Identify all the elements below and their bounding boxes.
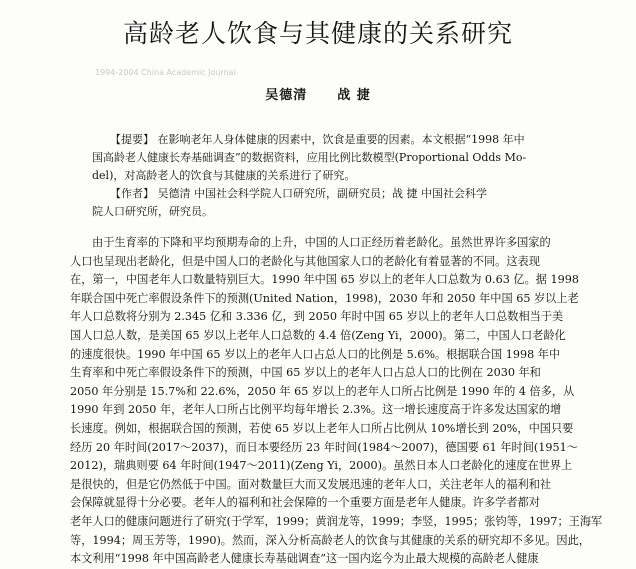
body-line: 年人口总数将分别为 2.345 亿和 3.336 亿，到 2050 年时中国 65 岁以上的老年人口总数相当于美 — [70, 310, 564, 324]
author-line — [0, 84, 636, 103]
body-line: 等，1994；周玉芳等，1990)。然而，深入分析高龄老人的饮食与其健康的关系的研究却不多见。因此， — [70, 533, 590, 547]
body-line: 老年人口的健康问题进行了研究(于学军，1999；黄润龙等，1999；李竖，1995；张钧等，1997；王海军 — [70, 514, 603, 528]
body-line: 人口也呈现出老龄化，但是中国人口的老龄化与其他国家人口的老龄化有着显著的不同。这表现 — [70, 254, 540, 268]
body-line: 2012)，瑞典则要 64 年时间(1947～2011)(Zeng Yi，2000)。虽然日本人口老龄化的速度在世界上 — [70, 459, 573, 473]
body-line: 在，第一，中国老年人口数量特别巨大。1990 年中国 65 岁以上的老年人口总数为 0.63 亿。据 1998 — [70, 273, 579, 287]
body-paragraph — [70, 234, 603, 569]
body-line: 由于生育率的下降和平均预期寿命的上升，中国的人口正经历着老龄化。虽然世界许多国家的 — [92, 236, 551, 249]
body-line: 长速度。例如，根据联合国的预测，若使 65 岁以上老年人口所占比例从 10%增长到 20%，中国只要 — [70, 421, 574, 435]
paper-title: 高龄老人饮食与其健康的关系研究 — [122, 19, 513, 48]
body-line: 的速度很快。1990 年中国 65 岁以上的老年人口占总人口的比例是 5.6%。根据联合国 1998 年中 — [70, 347, 561, 361]
body-line: 1990 年到 2050 年，老年人口所占比例平均每年增长 2.3%。这一增长速度高于许多发达国家的增 — [70, 403, 562, 417]
author-name: 战 捷 — [337, 88, 371, 103]
watermark-stamp: 1994-2004 China Academic Journal — [95, 68, 236, 77]
author-info-line: 院人口研究所，研究员。 — [92, 205, 213, 218]
body-line: 是很快的，但是它仍然低于中国。面对数量巨大而又发展迅速的老年人口，关注老年人的福利和社 — [70, 477, 552, 491]
body-line: 国人口总人数，是美国 65 岁以上老年人口总数的 4.4 倍(Zeng Yi，2000)。第二，中国人口老龄化 — [70, 328, 566, 342]
abstract-line: 【提要】 在影响老年人身体健康的因素中，饮食是重要的因素。本文根据“1998 年中 — [110, 133, 525, 146]
abstract-block — [92, 131, 556, 221]
body-line: 会保障就显得十分必要。老年人的福利和社会保障的一个重要方面是老年人健康。许多学者都对 — [70, 496, 540, 510]
body-line: 生育率和中死亡率假设条件下的预测，中国 65 岁以上的老年人口占总人口的比例在 2030 年和 — [70, 366, 541, 380]
body-line: 2050 年分别是 15.7%和 22.6%，2050 年 65 岁以上的老年人口所占比例是 1990 年的 4 倍多，从 — [70, 384, 575, 398]
author-name: 吴德清 — [265, 88, 308, 103]
abstract-line: del)，对高龄老人的饮食与其健康的关系进行了研究。 — [92, 169, 356, 182]
abstract-line: 国高龄老人健康长寿基础调查”的数据资料，应用比例比数模型(Proportional Odds Mo- — [92, 151, 527, 164]
body-line: 本文利用“1998 年中国高龄老人健康长寿基础调查”这一国内迄今为止最大规模的高龄老人健康 — [70, 552, 539, 566]
body-line: 经历 20 年时间(2017～2037)，而日本要经历 23 年时间(1984～2007)，德国要 61 年时间(1951～ — [70, 440, 578, 454]
body-line: 年联合国中死亡率假设条件下的预测(United Nation，1998)，2030 年和 2050 年中国 65 岁以上老 — [70, 291, 579, 305]
author-info-line: 【作者】 吴德清 中国社会科学院人口研究所，副研究员；战 捷 中国社会科学 — [110, 187, 487, 200]
